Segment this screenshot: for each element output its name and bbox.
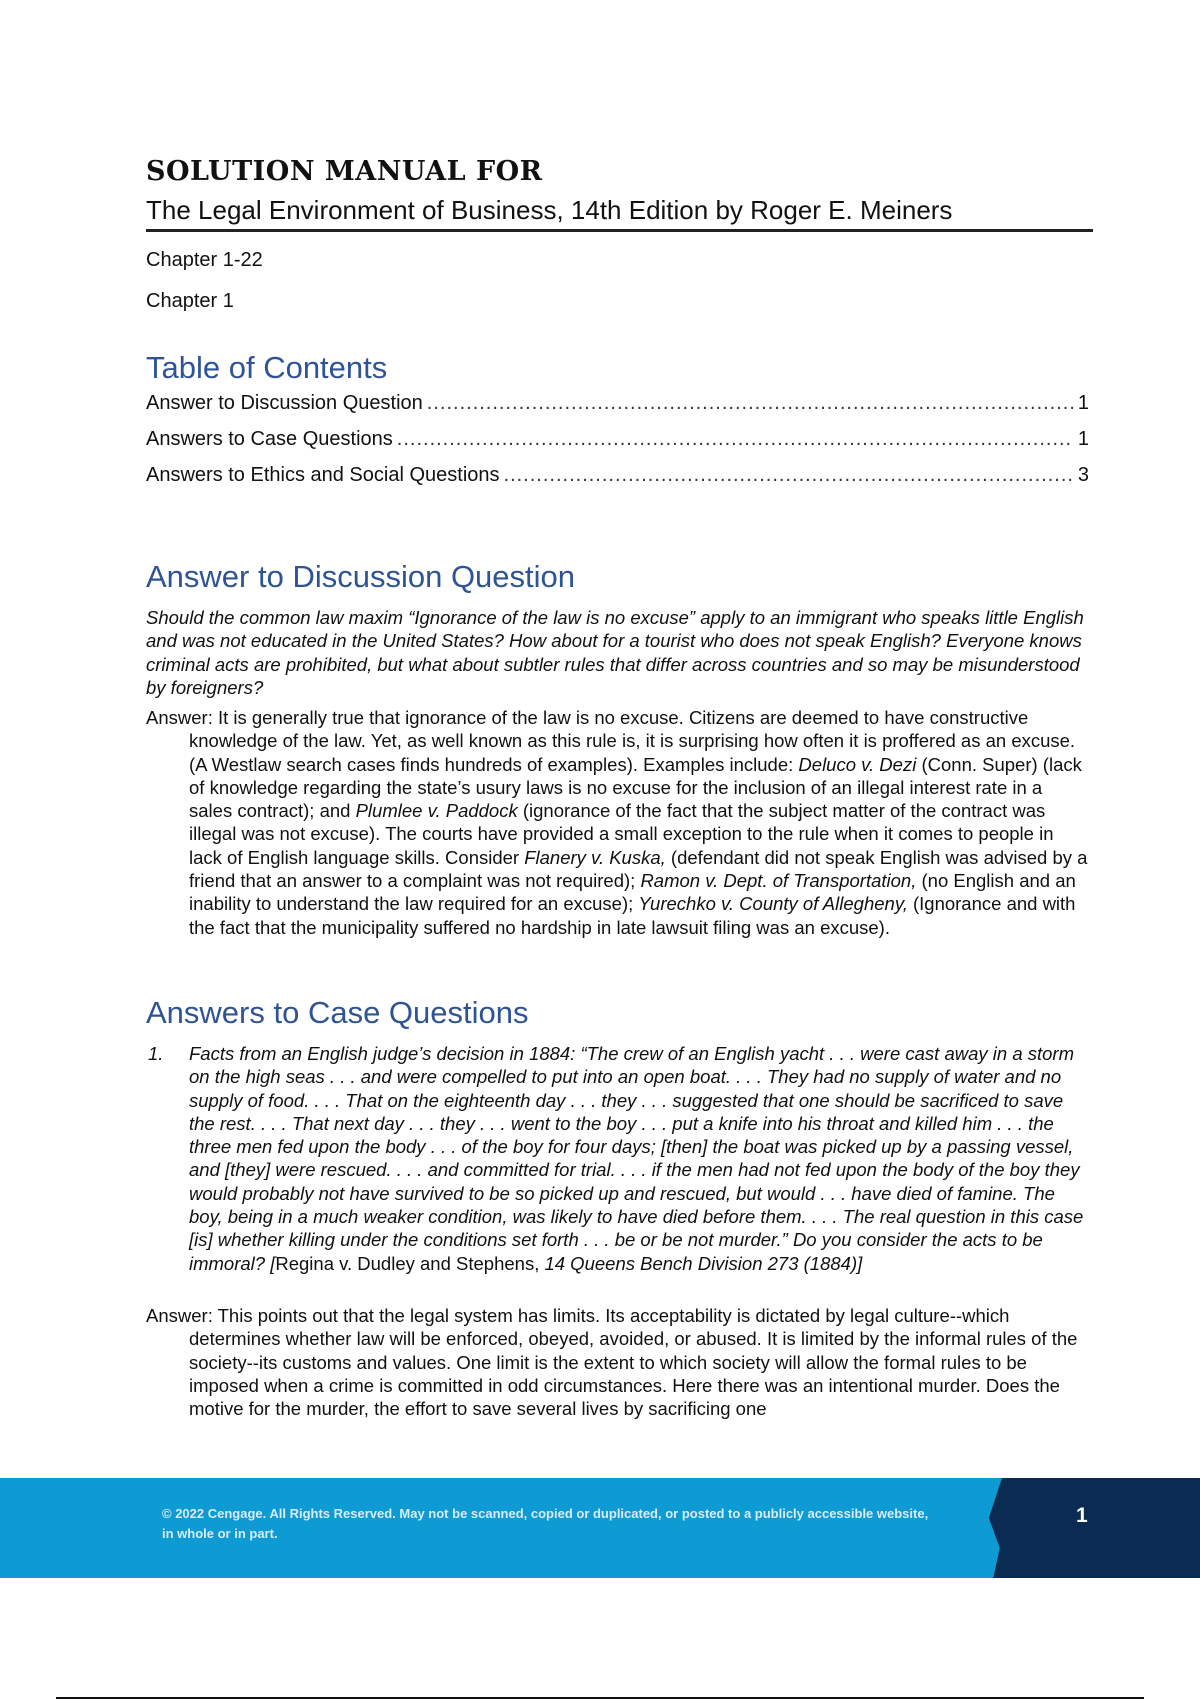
answer-text: (ignorance of the fact that the subject matter of the contract was illegal was not excuse). The courts have provided a small exception to the rule when it comes to people in lack of English language skills. Consider [189, 800, 1054, 868]
toc-entry-label: Answers to Ethics and Social Questions [146, 464, 500, 486]
toc-entry-page: 1 [1077, 428, 1089, 450]
document-subtitle: The Legal Environment of Business, 14th Edition by Roger E. Meiners [146, 195, 1093, 232]
answer-text: (defendant did not speak English was advised by a friend that an answer to a complaint was not required); [189, 846, 1088, 892]
footer-band [0, 1478, 1200, 1578]
chapter-label: Chapter 1 [146, 290, 234, 312]
answer-text: (Ignorance and with the fact that the municipality suffered no hardship in late lawsuit filing was an excuse). [189, 893, 1076, 938]
discussion-question: Should the common law maxim “Ignorance of the law is no excuse” apply to an immigrant who speaks little English and was not educated in the United States? How about for a tourist who does not speak English? Everyone knows criminal acts are prohibited, but what about subtler rules that differ across countries and so may be misunderstood by foreigners? [146, 607, 1084, 698]
case-question-1 [146, 1042, 1089, 1275]
question-text: Facts from an English judge’s decision in 1884: “The crew of an English yacht . . . were cast away in a storm on the high seas . . . and were compelled to put into an open boat. . . . They had no supply of water and no supply of food. . . . That on the eighteenth day . . . they . . . suggested that one should be sacrificed to save the rest. . . . That next day . . . they . . . went to the boy . . . put a knife into his throat and killed him . . . the three men fed upon the body . . . of the boy for four days; [then] the boat was picked up by a passing vessel, and [they] were rescued. . . . and committed for trial. . . . if the men had not fed upon the body of the boy they would probably not have survived to be so picked up and rescued, but would . . . have died of famine. The boy, being in a much weaker condition, was likely to have died before them. . . . The real question in this case [is] whether killing under the conditions set forth . . . be or be not murder.” Do you consider the acts to be immoral? [ [189, 1043, 1084, 1274]
answer-text: (Conn. Super) (lack of knowledge regarding the state’s usury laws is no excuse for the inclusion of an illegal interest rate in a sales contract); and [189, 753, 1082, 822]
toc-dot-leader [427, 392, 1074, 415]
discussion-answer [146, 706, 1089, 939]
toc-entry-page: 3 [1077, 464, 1089, 486]
toc-dot-leader [504, 464, 1074, 487]
toc-entry-label: Answers to Case Questions [146, 428, 393, 450]
case-citation: Regina v. Dudley and Stephens, [275, 1252, 540, 1274]
toc-entry-label: Answer to Discussion Question [146, 392, 423, 414]
case-citation: Ramon v. Dept. of Transportation, [640, 870, 917, 892]
toc-entry[interactable] [146, 464, 1089, 500]
chapter-range: Chapter 1-22 [146, 249, 263, 271]
answer-label: Answer: [146, 707, 213, 728]
page-number: 1 [1076, 1504, 1088, 1527]
copyright-notice: © 2022 Cengage. All Rights Reserved. May not be scanned, copied or duplicated, or posted to a publicly accessible website, in whole or in part. [162, 1506, 929, 1541]
toc-entry[interactable] [146, 392, 1089, 428]
discussion-heading: Answer to Discussion Question [146, 559, 576, 594]
case-citation: Yurechko v. County of Allegheny, [638, 893, 908, 915]
answer-text: This points out that the legal system has limits. Its acceptability is dictated by legal culture--which determines whether law will be enforced, obeyed, avoided, or abused. It is limited by the informal rules of the society--its customs and values. One limit is the extent to which society will allow the formal rules to be imposed when a crime is committed in odd circumstances. Here there was an intentional murder. Does the motive for the murder, the effort to save several lives by sacrificing one [189, 1305, 1078, 1420]
case-questions-heading: Answers to Case Questions [146, 995, 529, 1030]
answer-label: Answer: [146, 1305, 213, 1326]
toc-entry[interactable] [146, 428, 1089, 464]
case-citation: Plumlee v. Paddock [355, 800, 518, 822]
toc-entry-page: 1 [1077, 392, 1089, 414]
citation-reference: 14 Queens Bench Division 273 (1884)] [539, 1252, 863, 1274]
answer-text: (no English and an inability to understand the law required for an excuse); [189, 870, 1076, 915]
document-title: SOLUTION MANUAL FOR [146, 156, 543, 187]
case-citation: Deluco v. Dezi [798, 753, 917, 775]
question-number: 1. [148, 1043, 164, 1064]
table-of-contents [146, 392, 1089, 500]
answer-text: It is generally true that ignorance of the law is no excuse. Citizens are deemed to have constructive knowledge of the law. Yet, as well known as this rule is, it is surprising how often it is proffered as an excuse. (A Westlaw search cases finds hundreds of examples). Examples include: [189, 707, 1076, 775]
footer-decoration [980, 1478, 1200, 1578]
toc-dot-leader [397, 428, 1074, 451]
document-header [146, 156, 1093, 232]
bottom-divider [56, 1697, 1144, 1699]
case-answer-1 [146, 1304, 1089, 1420]
toc-heading: Table of Contents [146, 350, 388, 385]
case-citation: Flanery v. Kuska, [524, 846, 666, 868]
